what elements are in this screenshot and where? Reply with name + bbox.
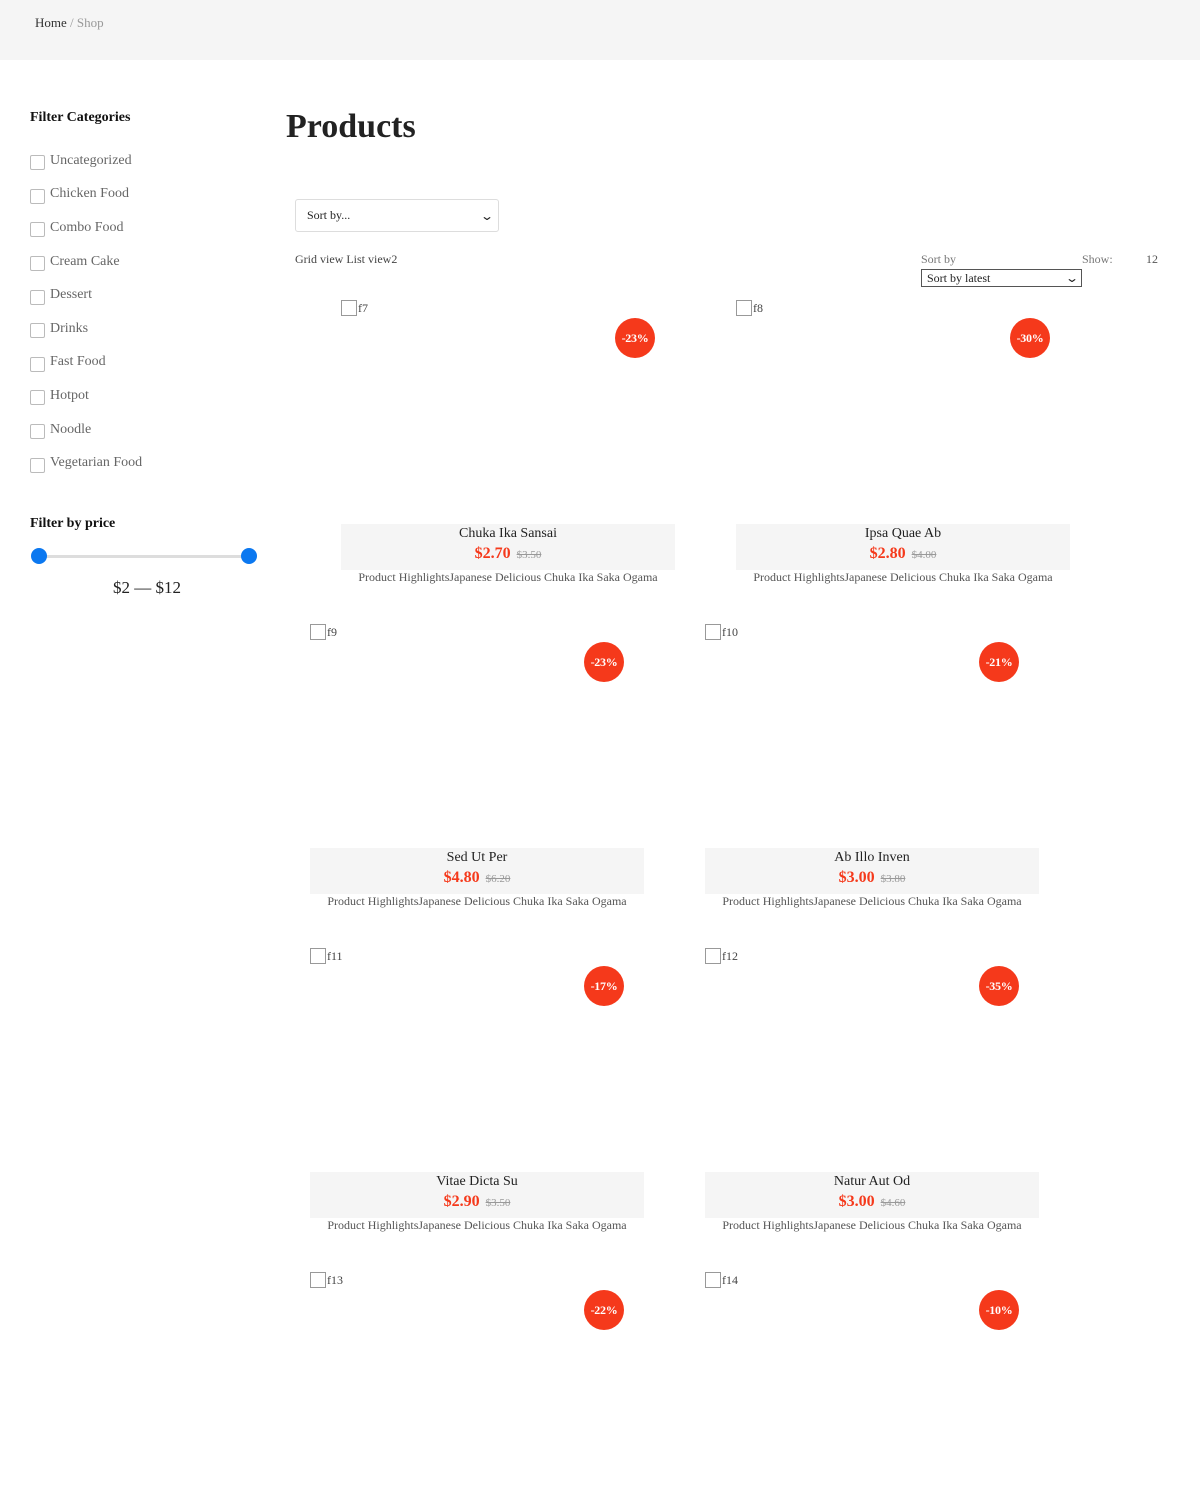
category-item-fast-food[interactable]	[30, 346, 270, 380]
product-price: $2.80	[869, 545, 906, 562]
product-price: $2.90	[443, 1193, 480, 1210]
sort-select-value: Sort by...	[307, 208, 351, 222]
product-old-price: $6.20	[485, 873, 511, 885]
broken-image-icon	[341, 300, 357, 316]
category-label: Drinks	[50, 320, 89, 336]
product-image-alt: f10	[722, 624, 738, 639]
breadcrumb-current: Shop	[76, 15, 104, 30]
product-image[interactable]	[310, 624, 337, 640]
category-checkbox[interactable]	[30, 424, 45, 439]
product-card[interactable]	[705, 624, 1039, 924]
category-item-cream-cake[interactable]	[30, 245, 270, 279]
category-checkbox[interactable]	[30, 222, 45, 237]
chevron-down-icon: ⌄	[1064, 271, 1080, 285]
product-image-alt: f12	[722, 948, 738, 963]
product-image-alt: f14	[722, 1272, 738, 1287]
broken-image-icon	[705, 624, 721, 640]
broken-image-icon	[705, 1272, 721, 1288]
product-price: $3.00	[838, 1193, 875, 1210]
category-label: Combo Food	[50, 219, 124, 235]
category-item-chicken-food[interactable]	[30, 178, 270, 212]
broken-image-icon	[705, 948, 721, 964]
category-checkbox[interactable]	[30, 323, 45, 338]
product-image-alt: f9	[327, 624, 337, 639]
discount-badge: -35%	[979, 966, 1019, 1006]
broken-image-icon	[310, 1272, 326, 1288]
product-description: Product HighlightsJapanese Delicious Chuka Ika Saka Ogama	[327, 1218, 627, 1232]
category-item-hotpot[interactable]	[30, 379, 270, 413]
category-item-uncategorized[interactable]	[30, 144, 270, 178]
page-title: Products	[286, 108, 416, 145]
category-checkbox[interactable]	[30, 189, 45, 204]
top-bar	[0, 0, 1200, 60]
product-old-price: $3.80	[880, 873, 906, 885]
product-card[interactable]	[705, 948, 1039, 1248]
product-description: Product HighlightsJapanese Delicious Chuka Ika Saka Ogama	[722, 1218, 1022, 1232]
filter-price-title: Filter by price	[30, 515, 116, 531]
product-name[interactable]: Vitae Dicta Su	[436, 1174, 518, 1189]
sortby-select-value: Sort by latest	[927, 270, 991, 285]
category-label: Vegetarian Food	[50, 455, 143, 471]
show-count[interactable]: 12	[1146, 252, 1158, 266]
breadcrumb	[35, 15, 104, 31]
product-card[interactable]	[736, 300, 1070, 600]
category-item-combo-food[interactable]	[30, 211, 270, 245]
product-card[interactable]	[310, 624, 644, 924]
category-item-vegetarian-food[interactable]	[30, 446, 270, 480]
product-image-alt: f13	[327, 1272, 343, 1287]
category-label: Chicken Food	[50, 186, 129, 202]
product-image-alt: f8	[753, 300, 763, 315]
product-info	[705, 848, 1039, 908]
filter-categories-title: Filter Categories	[30, 110, 131, 125]
product-info	[705, 1172, 1039, 1232]
category-label: Dessert	[50, 287, 92, 303]
category-checkbox[interactable]	[30, 256, 45, 271]
sortby-label: Sort by	[921, 252, 957, 266]
product-card[interactable]	[705, 1272, 1039, 1492]
product-info	[341, 524, 675, 584]
product-card[interactable]	[310, 948, 644, 1248]
product-name[interactable]: Ipsa Quae Ab	[864, 526, 942, 541]
product-image[interactable]	[736, 300, 763, 316]
product-info	[310, 1172, 644, 1232]
product-name[interactable]: Chuka Ika Sansai	[459, 526, 557, 541]
product-image-alt: f11	[327, 948, 343, 963]
view-switch[interactable]: Grid view List view2	[295, 252, 398, 266]
product-image[interactable]	[310, 1272, 343, 1288]
product-image[interactable]	[705, 624, 738, 640]
category-label: Fast Food	[50, 354, 106, 370]
product-price: $2.70	[474, 545, 511, 562]
category-label: Cream Cake	[50, 253, 120, 269]
product-image[interactable]	[341, 300, 368, 316]
sort-select[interactable]	[295, 199, 499, 232]
product-image[interactable]	[705, 948, 738, 964]
product-image[interactable]	[310, 948, 343, 964]
discount-badge: -21%	[979, 642, 1019, 682]
product-description: Product HighlightsJapanese Delicious Chuka Ika Saka Ogama	[753, 570, 1053, 584]
breadcrumb-separator: /	[70, 15, 74, 30]
category-item-noodle[interactable]	[30, 413, 270, 447]
price-slider-track	[39, 555, 249, 558]
show-label: Show:	[1082, 252, 1113, 266]
product-old-price: $4.00	[911, 549, 937, 561]
product-price: $4.80	[443, 869, 480, 886]
discount-badge: -22%	[584, 1290, 624, 1330]
product-price: $3.00	[838, 869, 875, 886]
category-checkbox[interactable]	[30, 290, 45, 305]
product-old-price: $3.50	[485, 1197, 511, 1209]
product-description: Product HighlightsJapanese Delicious Chuka Ika Saka Ogama	[722, 894, 1022, 908]
price-slider-max-handle[interactable]	[241, 548, 257, 564]
product-card[interactable]	[310, 1272, 644, 1492]
breadcrumb-home-link[interactable]: Home	[35, 15, 67, 30]
product-description: Product HighlightsJapanese Delicious Chuka Ika Saka Ogama	[358, 570, 658, 584]
product-card[interactable]	[341, 300, 675, 600]
discount-badge: -23%	[615, 318, 655, 358]
product-old-price: $4.60	[880, 1197, 906, 1209]
chevron-down-icon: ⌄	[479, 208, 495, 223]
sortby-select[interactable]	[921, 269, 1082, 287]
category-checkbox[interactable]	[30, 357, 45, 372]
category-checkbox[interactable]	[30, 458, 45, 473]
broken-image-icon	[736, 300, 752, 316]
discount-badge: -17%	[584, 966, 624, 1006]
sidebar	[30, 110, 270, 598]
price-range-text: $2 — $12	[113, 577, 181, 597]
category-label: Noodle	[50, 421, 92, 437]
category-item-drinks[interactable]	[30, 312, 270, 346]
category-list	[30, 144, 270, 480]
category-checkbox[interactable]	[30, 155, 45, 170]
discount-badge: -30%	[1010, 318, 1050, 358]
product-old-price: $3.50	[516, 549, 542, 561]
discount-badge: -10%	[979, 1290, 1019, 1330]
discount-badge: -23%	[584, 642, 624, 682]
product-name[interactable]: Natur Aut Od	[833, 1174, 911, 1189]
product-info	[310, 848, 644, 908]
product-info	[736, 524, 1070, 584]
product-name[interactable]: Ab Illo Inven	[834, 850, 910, 865]
product-image[interactable]	[705, 1272, 738, 1288]
category-label: Hotpot	[50, 387, 89, 403]
price-slider[interactable]	[31, 548, 257, 564]
broken-image-icon	[310, 624, 326, 640]
product-name[interactable]: Sed Ut Per	[446, 850, 508, 865]
product-description: Product HighlightsJapanese Delicious Chuka Ika Saka Ogama	[327, 894, 627, 908]
category-item-dessert[interactable]	[30, 278, 270, 312]
category-label: Uncategorized	[50, 152, 132, 168]
category-checkbox[interactable]	[30, 390, 45, 405]
product-image-alt: f7	[358, 300, 368, 315]
main-content	[286, 108, 1186, 1317]
broken-image-icon	[310, 948, 326, 964]
price-slider-min-handle[interactable]	[31, 548, 47, 564]
